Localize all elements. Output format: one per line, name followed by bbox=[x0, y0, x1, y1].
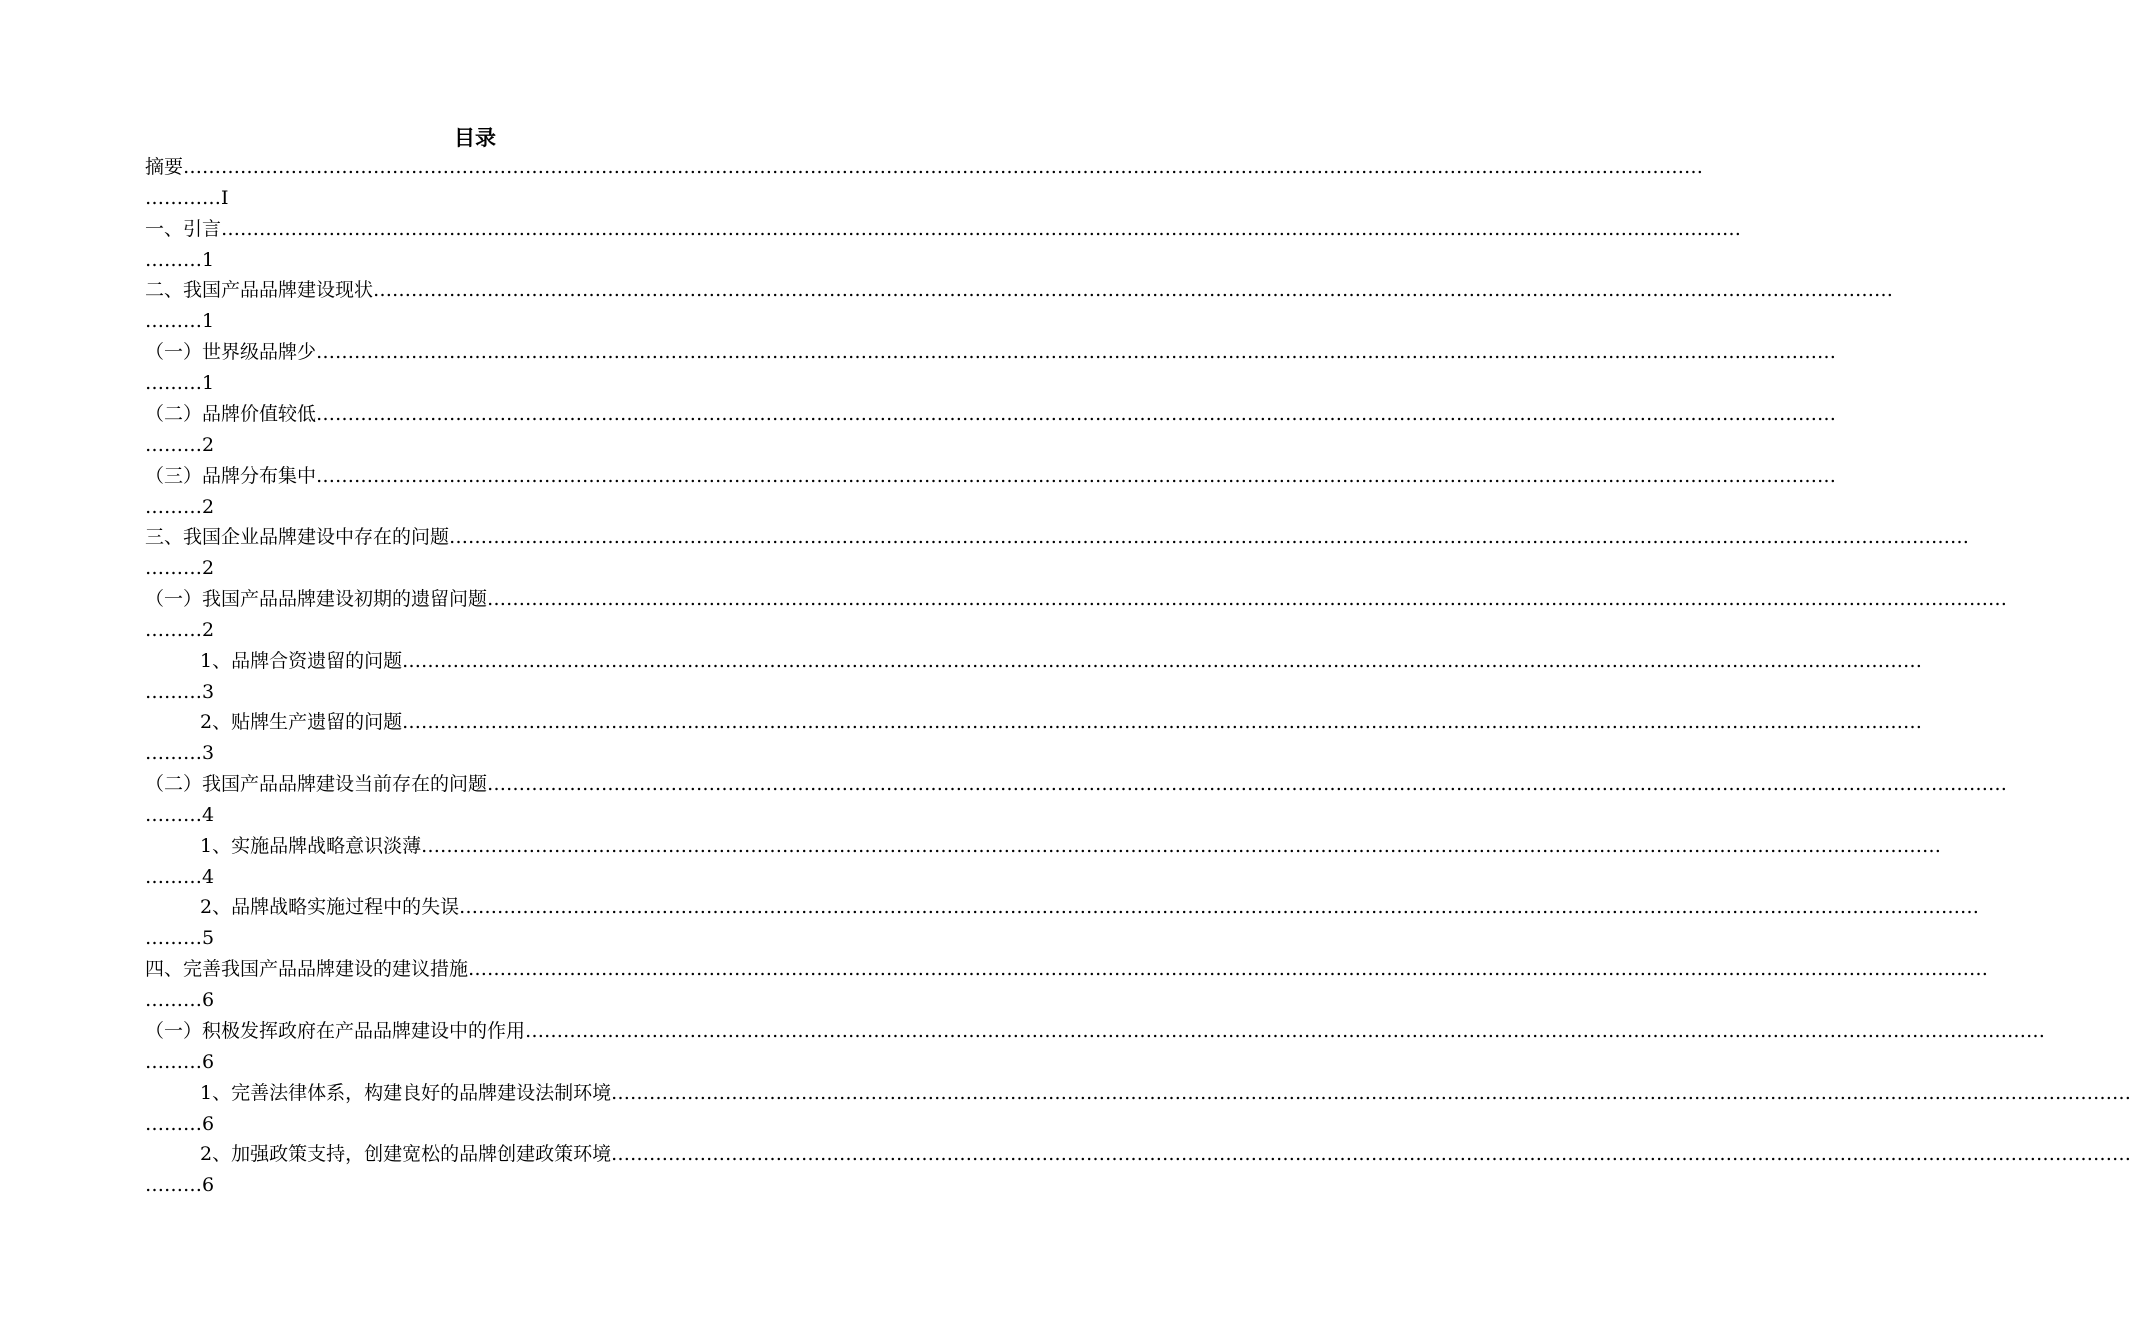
toc-entry-page-line bbox=[145, 923, 214, 954]
dot-leader: …………………………………………………………………………………………………………………………………………………………………………………………………………………… bbox=[316, 402, 1836, 425]
page-number: 3 bbox=[202, 742, 215, 765]
toc-entry[interactable] bbox=[145, 522, 1969, 553]
dot-leader: ……… bbox=[145, 433, 202, 456]
toc-entry[interactable] bbox=[145, 461, 1836, 492]
page-number: 2 bbox=[202, 495, 215, 518]
dot-leader: …………………………………………………………………………………………………………………………………………………………………………………………………………………… bbox=[611, 1143, 2131, 1166]
toc-title: 目录 bbox=[454, 126, 496, 150]
dot-leader: ……… bbox=[145, 248, 202, 271]
toc-entry-page-line bbox=[145, 1170, 214, 1201]
dot-leader: ……… bbox=[145, 680, 202, 703]
toc-entry[interactable] bbox=[145, 1078, 2131, 1109]
dot-leader: ……… bbox=[145, 1174, 202, 1197]
dot-leader: …………………………………………………………………………………………………………………………………………………………………………………………………………………… bbox=[468, 958, 1988, 981]
page-number: 1 bbox=[202, 310, 215, 333]
dot-leader: …………………………………………………………………………………………………………………………………………………………………………………………………………………… bbox=[316, 341, 1836, 364]
page-number: I bbox=[221, 187, 229, 209]
page-number: 2 bbox=[202, 557, 215, 580]
toc-entry-label: （一）我国产品品牌建设初期的遗留问题 bbox=[145, 587, 488, 610]
toc-entry[interactable] bbox=[145, 954, 1988, 985]
page-number: 4 bbox=[202, 804, 215, 826]
page-number: 4 bbox=[202, 865, 215, 888]
dot-leader: …………………………………………………………………………………………………………………………………………………………………………………………………………………… bbox=[402, 649, 1922, 672]
toc-entry-label: （二）品牌价值较低 bbox=[145, 402, 317, 425]
dot-leader: …………………………………………………………………………………………………………………………………………………………………………………………………………………… bbox=[525, 1019, 2045, 1042]
dot-leader: …………………………………………………………………………………………………………………………………………………………………………………………………………………… bbox=[487, 587, 2007, 610]
dot-leader: ……… bbox=[145, 804, 202, 826]
toc-entry[interactable] bbox=[145, 275, 1893, 306]
dot-leader: …………………………………………………………………………………………………………………………………………………………………………………………………………………… bbox=[373, 279, 1893, 302]
page-number: 6 bbox=[202, 1050, 215, 1073]
dot-leader: …………………………………………………………………………………………………………………………………………………………………………………………………………………… bbox=[183, 156, 1703, 178]
toc-entry-page-line bbox=[145, 245, 214, 276]
toc-entry-page-line bbox=[145, 1109, 214, 1140]
toc-entry-page-line bbox=[145, 615, 214, 646]
dot-leader: …………………………………………………………………………………………………………………………………………………………………………………………………………………… bbox=[221, 217, 1741, 240]
dot-leader: ……… bbox=[145, 1112, 202, 1135]
toc-entry-page-line bbox=[145, 183, 229, 214]
toc-entry[interactable] bbox=[145, 337, 1836, 368]
toc-entry[interactable] bbox=[145, 214, 1741, 245]
dot-leader: …………………………………………………………………………………………………………………………………………………………………………………………………………………… bbox=[421, 834, 1941, 857]
page-number: 1 bbox=[202, 248, 215, 271]
toc-entry-label: 1、完善法律体系，构建良好的品牌建设法制环境 bbox=[200, 1081, 612, 1104]
toc-entry-page-line bbox=[145, 800, 214, 831]
toc-entry-page-line bbox=[145, 738, 214, 769]
dot-leader: …………………………………………………………………………………………………………………………………………………………………………………………………………………… bbox=[449, 526, 1969, 549]
toc-entry-label: 2、品牌战略实施过程中的失误 bbox=[200, 896, 460, 919]
dot-leader: …………………………………………………………………………………………………………………………………………………………………………………………………………………… bbox=[402, 711, 1922, 734]
toc-entry-label: 四、完善我国产品品牌建设的建议措施 bbox=[145, 958, 469, 981]
page-number: 1 bbox=[202, 372, 215, 395]
toc-entry[interactable] bbox=[145, 892, 1979, 923]
dot-leader: ……… bbox=[145, 989, 202, 1012]
dot-leader: ……… bbox=[145, 618, 202, 641]
page-number: 6 bbox=[202, 1174, 215, 1197]
dot-leader: ……… bbox=[145, 865, 202, 888]
dot-leader: ……… bbox=[145, 742, 202, 765]
toc-entry[interactable] bbox=[145, 584, 2007, 615]
toc-entry[interactable] bbox=[145, 707, 1922, 738]
toc-entry-label: 二、我国产品品牌建设现状 bbox=[145, 279, 374, 302]
dot-leader: …………………………………………………………………………………………………………………………………………………………………………………………………………………… bbox=[487, 773, 2007, 795]
toc-entry[interactable] bbox=[145, 646, 1922, 677]
toc-entry-label: 1、品牌合资遗留的问题 bbox=[200, 649, 403, 672]
page-number: 6 bbox=[202, 989, 215, 1012]
toc-entry-label: （三）品牌分布集中 bbox=[145, 464, 317, 487]
toc-entry-label: 摘要 bbox=[145, 156, 184, 178]
toc-entry[interactable] bbox=[145, 152, 1703, 183]
toc-entry[interactable] bbox=[145, 1016, 2045, 1047]
toc-entry-label: 一、引言 bbox=[145, 217, 222, 240]
dot-leader: ……… bbox=[145, 927, 202, 950]
dot-leader: ……… bbox=[145, 310, 202, 333]
toc-entry[interactable] bbox=[145, 831, 1941, 862]
toc-entry-label: （一）世界级品牌少 bbox=[145, 341, 317, 364]
page-number: 2 bbox=[202, 433, 215, 456]
toc-entry-label: 2、加强政策支持，创建宽松的品牌创建政策环境 bbox=[200, 1143, 612, 1166]
toc-entry-page-line bbox=[145, 553, 214, 584]
toc-entry-page-line bbox=[145, 368, 214, 399]
toc-entry-label: 2、贴牌生产遗留的问题 bbox=[200, 711, 403, 734]
toc-entry-label: （一）积极发挥政府在产品品牌建设中的作用 bbox=[145, 1019, 526, 1042]
page-number: 5 bbox=[202, 927, 215, 950]
dot-leader: ……… bbox=[145, 1050, 202, 1073]
dot-leader: …………………………………………………………………………………………………………………………………………………………………………………………………………………… bbox=[316, 464, 1836, 487]
toc-entry-page-line bbox=[145, 985, 214, 1016]
dot-leader: ……… bbox=[145, 495, 202, 518]
dot-leader: ……… bbox=[145, 557, 202, 580]
toc-entry-page-line bbox=[145, 306, 214, 337]
dot-leader: …………………………………………………………………………………………………………………………………………………………………………………………………………………… bbox=[611, 1081, 2131, 1104]
toc-entry-page-line bbox=[145, 677, 214, 708]
dot-leader: ………… bbox=[145, 187, 221, 209]
toc-entry-label: 1、实施品牌战略意识淡薄 bbox=[200, 834, 422, 857]
toc-entry-page-line bbox=[145, 492, 214, 523]
toc-entry-page-line bbox=[145, 430, 214, 461]
page-number: 6 bbox=[202, 1112, 215, 1135]
page-number: 3 bbox=[202, 680, 215, 703]
toc-entry-label: （二）我国产品品牌建设当前存在的问题 bbox=[145, 773, 488, 795]
dot-leader: …………………………………………………………………………………………………………………………………………………………………………………………………………………… bbox=[459, 896, 1979, 919]
dot-leader: ……… bbox=[145, 372, 202, 395]
toc-entry[interactable] bbox=[145, 769, 2007, 800]
toc-entry[interactable] bbox=[145, 399, 1836, 430]
toc-entry-page-line bbox=[145, 862, 214, 893]
page-number: 2 bbox=[202, 618, 215, 641]
toc-entry[interactable] bbox=[145, 1139, 2131, 1170]
toc-entry-label: 三、我国企业品牌建设中存在的问题 bbox=[145, 526, 450, 549]
toc-entry-page-line bbox=[145, 1047, 214, 1078]
